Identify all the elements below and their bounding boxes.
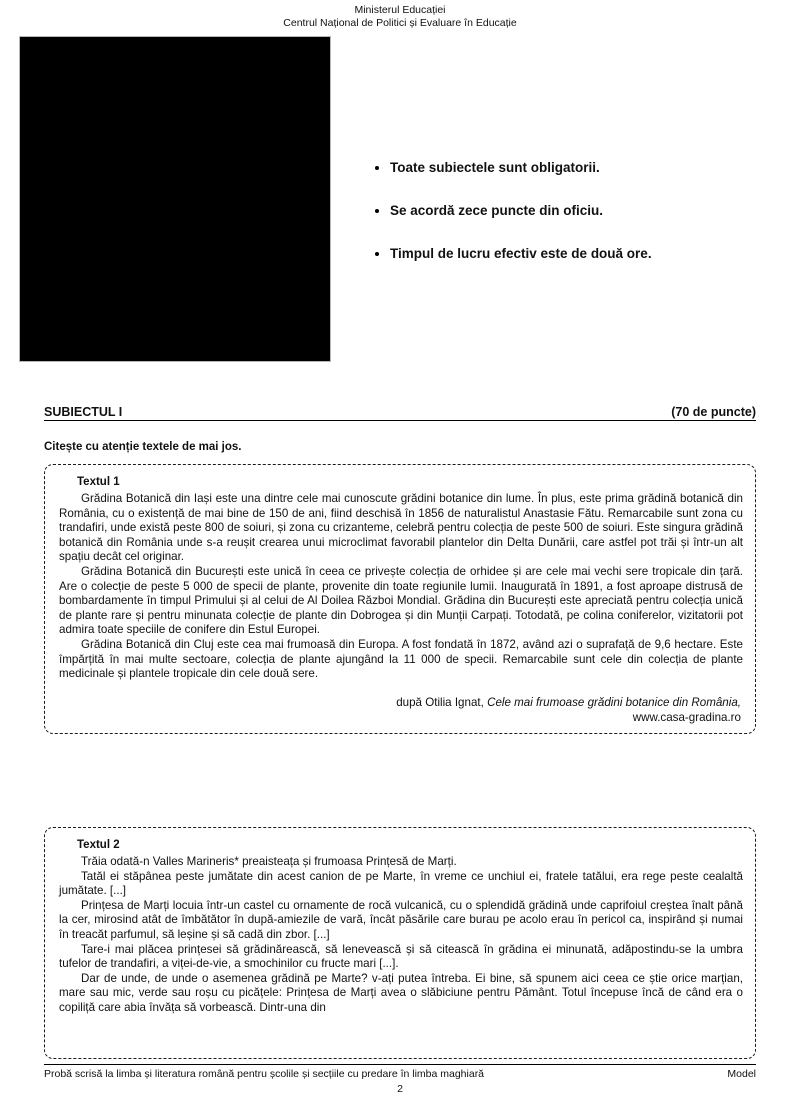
- text-2-paragraph: Prințesa de Marți locuia într-un castel cu ornamente de rocă vulcanică, cu o splendidă grădină unde caprifoiul creștea înalt până la cer, mirosind atât de îmbătător în după-amiezile de vară, încât păsările care burau pe acolo erau în pericol ca, inspirând și numai în treacăt parfumul, să leșine și să cadă din zbor. [...]: [59, 898, 743, 941]
- instruction-item: Toate subiectele sunt obligatorii.: [372, 160, 732, 176]
- text-1-paragraph: Grădina Botanică din Cluj este cea mai frumoasă din Europa. A fost fondată în 1872, având azi o suprafață de 9,6 hectare. Este împărțită în mai multe sectoare, colecția de plante ajungând la 11 000 de specii. Remarcabile sunt cele din colecția de plante medicinale și plantele tropicale din cele două sere.: [59, 637, 743, 681]
- instruction-item: Timpul de lucru efectiv este de două ore.: [372, 246, 732, 262]
- footer: [44, 1068, 756, 1080]
- instructions-list: [372, 160, 732, 289]
- text-1-title: Textul 1: [77, 476, 120, 488]
- text-2-paragraph: Dar de unde, de unde o asemenea grădină pe Marte? v-ați putea întreba. Ei bine, să spunem aici ceea ce știe orice marțian, mare sau mic, verde sau roșu cu picățele: Prințesa de Marți avea o slăbiciune pentru Pământ. Totul începuse încă de când era o copiliță care abia învăța să vorbească. Dintr-una din: [59, 971, 743, 1014]
- text-1-box: [44, 464, 756, 734]
- footer-divider: [44, 1064, 756, 1065]
- subject-points: (70 de puncte): [671, 405, 756, 419]
- footer-exam-description: Probă scrisă la limba și literatura română pentru școlile și secțiile cu predare în limba maghiară: [44, 1068, 485, 1080]
- text-1-attribution: [59, 695, 743, 725]
- subject-heading-row: [44, 405, 756, 421]
- text-1-paragraph: Grădina Botanică din București este unică în ceea ce privește colecția de orhidee și are cele mai vechi sere tropicale din țară. Are o colecție de peste 5 000 de specii de plante, provenite din toate regiunile lumii. Inaugurată în 1891, a fost aproape distrusă de bombardamente în timpul Primului și al celui de Al Doilea Război Mondial. Grădina din București este apreciată pentru colecția unică de plante rare și pentru minunata colecție de plante din Dobrogea și din Munții Carpați. Totodată, pe colina coniferelor, vizitatorii pot admira toate speciile de conifere din Estul Europei.: [59, 564, 743, 637]
- page-number: 2: [397, 1083, 403, 1095]
- text-2-paragraph: Tare-i mai plăcea prințesei să grădinărească, să lenevească și să citească în grădina ei minunată, adăpostindu-se la umbra tufelor de trandafiri, a viței-de-vie, a smochinilor cu fructe mari [...].: [59, 942, 743, 971]
- document-header: [0, 0, 800, 30]
- ministry-title: Ministerul Educației: [354, 4, 446, 16]
- text-2-paragraph: Trăia odată-n Valles Marineris* preaisteața și frumoasa Prințesă de Marți.: [81, 855, 457, 868]
- text-2-title: Textul 2: [77, 839, 120, 851]
- instruction-item: Se acordă zece puncte din oficiu.: [372, 203, 732, 219]
- footer-model-label: Model: [727, 1068, 756, 1080]
- black-redacted-image: [19, 36, 331, 362]
- attribution-author: după Otilia Ignat,: [396, 695, 488, 709]
- read-instruction: Citește cu atenție textele de mai jos.: [44, 441, 242, 453]
- attribution-url: www.casa-gradina.ro: [632, 710, 741, 724]
- text-2-box: [44, 827, 756, 1059]
- center-title: Centrul Național de Politici și Evaluare în Educație: [283, 17, 517, 29]
- subject-label: SUBIECTUL I: [44, 405, 123, 419]
- text-2-paragraph: Tatăl ei stăpânea peste jumătate din acest canion de pe Marte, în vreme ce unchiul ei, fratele tatălui, era rege peste cealaltă jumătate. [...]: [59, 869, 743, 898]
- attribution-source-title: Cele mai frumoase grădini botanice din România,: [487, 695, 741, 709]
- text-1-paragraph: Grădina Botanică din Iași este una dintre cele mai cunoscute grădini botanice din lume. În plus, este prima grădină botanică din România, cu o existență de mai bine de 150 de ani, fiind deschisă în 1856 de naturalistul Anastasie Fătu. Remarcabile sunt zona cu trandafiri, unde există peste 800 de soiuri, și zona cu crizanteme, celebră pentru colecția de peste 500 de soiuri. Este singura grădină botanică din România unde s-a reușit crearea unui microclimat favorabil plantelor din Delta Dunării, care astfel pot trăi și într-un alt spațiu decât cel originar.: [59, 492, 743, 564]
